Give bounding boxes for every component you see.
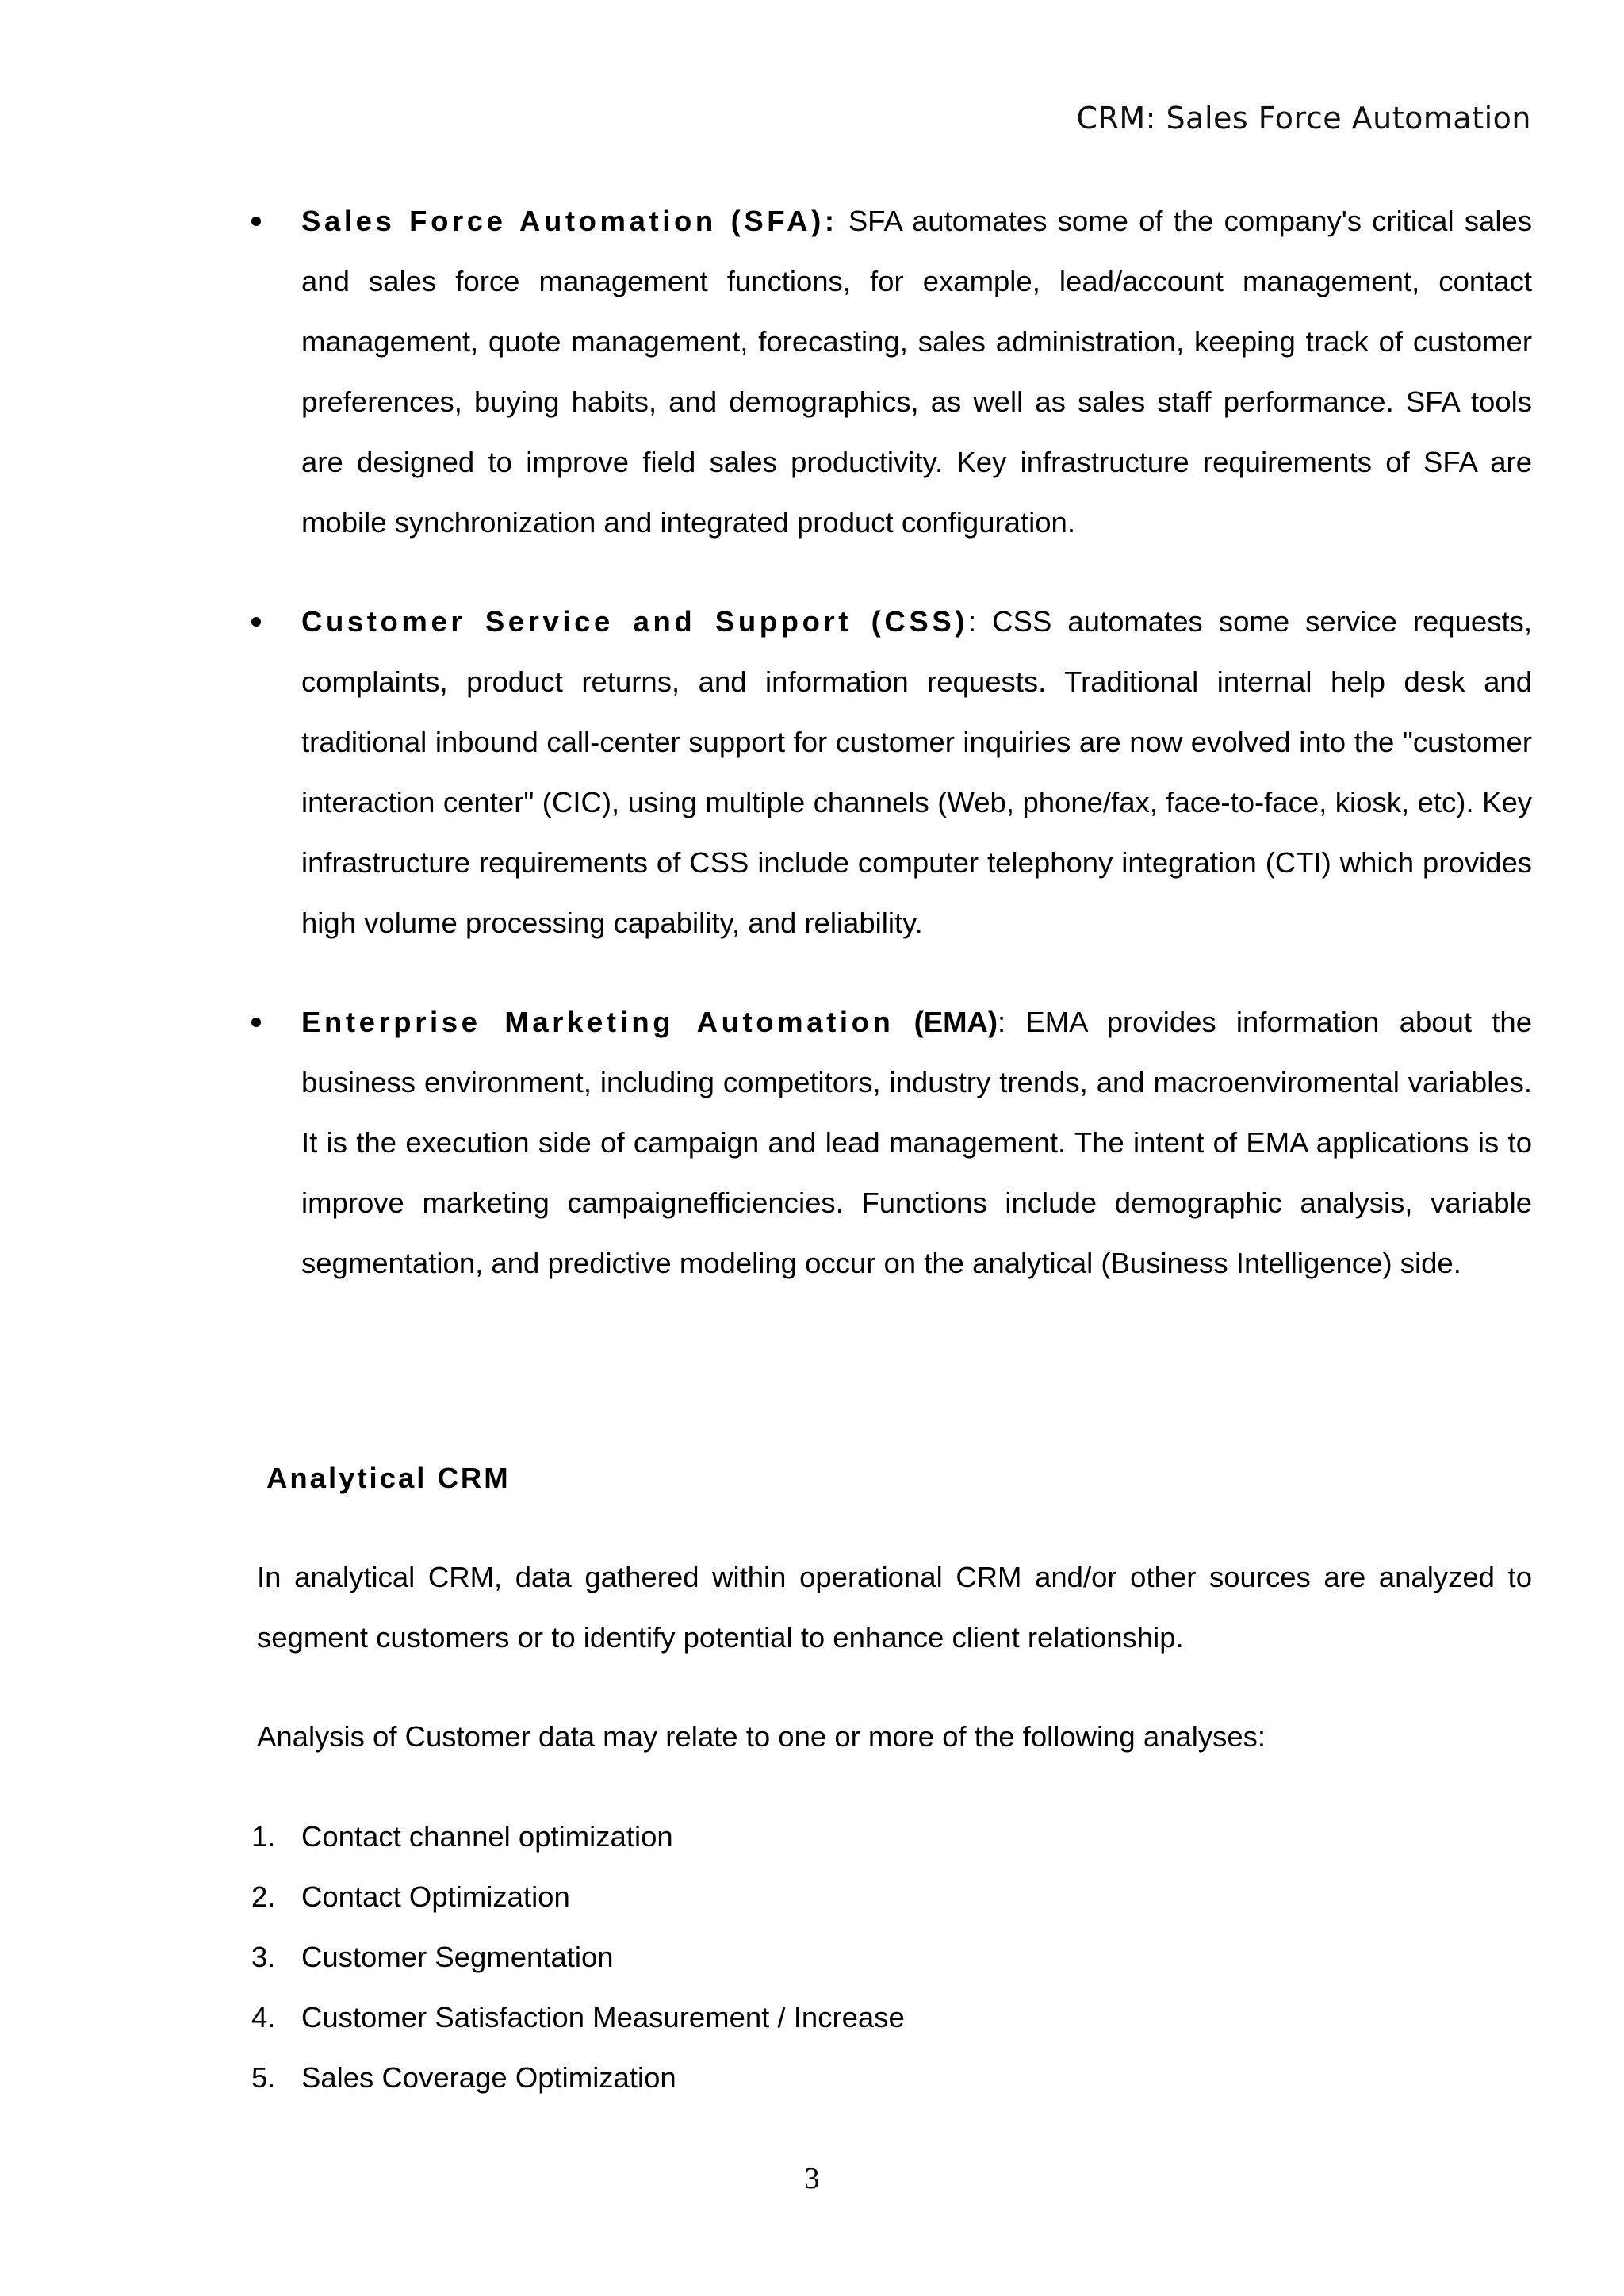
section-paragraph: Analysis of Customer data may relate to one or more of the following analyses: [257,1720,1266,1753]
bullet-dot [251,217,261,226]
bullet-text: : EMA provides information about the business environment, including competitors, industry trends, and macroenviromental variables. It is the execution side of campaign and lead management. The intent of EMA applications is to improve marketing campaignefficiencies. Functions include demographic analysis, variable segmentation, and predictive modeling occur on the analytical (Business Intelligence) side. [301,1006,1533,1279]
bullet-term: Sales Force Automation (SFA): [301,205,838,237]
list-item [251,1927,905,1987]
list-item-label: Contact Optimization [301,1880,570,1913]
list-item-label: Sales Coverage Optimization [301,2061,676,2094]
bullet-sfa [301,191,1532,553]
bullet-text: : CSS automates some service requests, complaints, product returns, and information requests. Traditional internal help desk and traditional inbound call-center support for customer inquiries are now evolved into the "customer interaction center" (CIC), using multiple channels (Web, phone/fax, face-to-face, kiosk, etc). Key infrastructure requirements of CSS include computer telephony integration (CTI) which provides high volume processing capability, and reliability. [301,605,1532,939]
page-number: 3 [804,2162,820,2195]
crm-component-list [301,191,1532,1332]
bullet-dot [251,1018,261,1027]
bullet-term: Customer Service and Support (CSS) [301,605,969,638]
running-header: CRM: Sales Force Automation [1076,101,1531,136]
list-item [251,1807,905,1867]
list-item [251,1987,905,2048]
list-item [251,2048,905,2108]
list-item-label: Customer Segmentation [301,1941,614,1973]
list-item-label: Customer Satisfaction Measurement / Increase [301,2001,905,2033]
section-heading: Analytical CRM [266,1462,511,1494]
bullet-ema [301,992,1532,1294]
bullet-dot [251,617,261,627]
bullet-css [301,592,1532,953]
list-item [251,1867,905,1927]
list-item-number: 3. [251,1941,276,1973]
list-item-number: 4. [251,2001,276,2033]
section-paragraph: In analytical CRM, data gathered within operational CRM and/or other sources are analyzed to segment customers or to identify potential to enhance client relationship. [257,1561,1532,1654]
list-item-number: 5. [251,2061,276,2094]
bullet-text: SFA automates some of the company's critical sales and sales force management functions, for example, lead/account management, contact management, quote management, forecasting, sales administration, keeping track of customer preferences, buying habits, and demographics, as well as sales staff performance. SFA tools are designed to improve field sales productivity. Key infrastructure requirements of SFA are mobile synchronization and integrated product configuration. [301,205,1532,539]
list-item-number: 2. [251,1880,276,1913]
bullet-term-tail: (EMA) [894,1006,998,1038]
bullet-term: Enterprise Marketing Automation [301,1006,894,1038]
analysis-list [251,1807,905,2108]
list-item-number: 1. [251,1820,276,1853]
list-item-label: Contact channel optimization [301,1820,673,1853]
